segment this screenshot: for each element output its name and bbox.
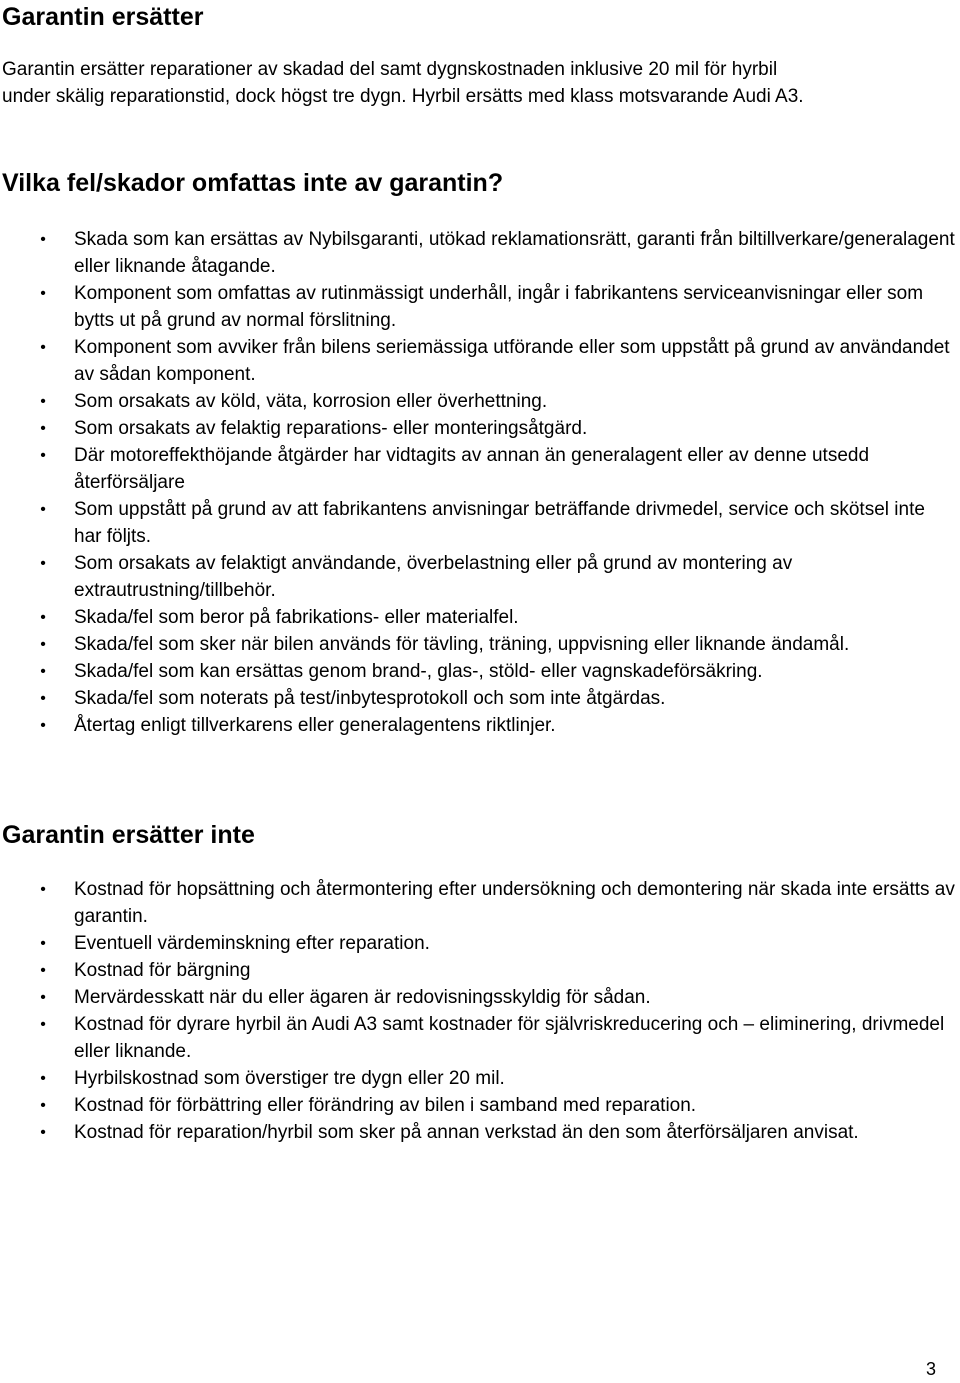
bullet-icon: •: [40, 717, 46, 734]
list-item-text: Kostnad för reparation/hyrbil som sker på annan verkstad än den som återförsäljaren anvisat.: [74, 1122, 859, 1143]
not-covered-list-item: [0, 1065, 955, 1092]
list-item-text: Kostnad för dyrare hyrbil än Audi A3 samt kostnader för självriskreducering och – eliminering, drivmedel eller liknande.: [74, 1014, 945, 1062]
list-item-text: Som orsakats av köld, väta, korrosion eller överhettning.: [74, 391, 548, 412]
page-number: 3: [925, 1359, 936, 1379]
intro-paragraph-line-2: under skälig reparationstid, dock högst tre dygn. Hyrbil ersätts med klass motsvarande Audi A3.: [2, 86, 804, 107]
exclusion-list-item: [0, 604, 955, 631]
bullet-icon: •: [40, 501, 46, 518]
bullet-icon: •: [40, 1070, 46, 1087]
bullet-icon: •: [40, 989, 46, 1006]
exclusion-list-item: [0, 496, 955, 550]
bullet-icon: •: [40, 1097, 46, 1114]
exclusion-list-item: [0, 280, 955, 334]
list-item-text: Mervärdesskatt när du eller ägaren är redovisningsskyldig för sådan.: [74, 987, 651, 1008]
bullet-icon: •: [40, 636, 46, 653]
bullet-icon: •: [40, 663, 46, 680]
list-item-text: Skada/fel som kan ersättas genom brand-, glas-, stöld- eller vagnskadeförsäkring.: [74, 661, 763, 682]
bullet-icon: •: [40, 555, 46, 572]
bullet-icon: •: [40, 609, 46, 626]
bullet-icon: •: [40, 935, 46, 952]
bullet-icon: •: [40, 285, 46, 302]
list-item-text: Skada som kan ersättas av Nybilsgaranti, utökad reklamationsrätt, garanti från biltillverkare/generalagent eller liknande åtagande.: [74, 229, 955, 277]
not-covered-list-item: [0, 984, 955, 1011]
list-item-text: Skada/fel som sker när bilen används för tävling, träning, uppvisning eller liknande ändamål.: [74, 634, 850, 655]
bullet-icon: •: [40, 690, 46, 707]
list-item-text: Som orsakats av felaktig reparations- eller monteringsåtgärd.: [74, 418, 588, 439]
not-covered-list-item: [0, 1011, 955, 1065]
list-item-text: Skada/fel som noterats på test/inbytesprotokoll och som inte åtgärdas.: [74, 688, 666, 709]
section-heading-garantin-ersatter: Garantin ersätter: [2, 3, 204, 31]
exclusion-list-item: [0, 388, 955, 415]
bullet-icon: •: [40, 339, 46, 356]
exclusion-list-item: [0, 550, 955, 604]
list-item-text: Som uppstått på grund av att fabrikantens anvisningar beträffande drivmedel, service och skötsel inte har följts.: [74, 499, 925, 547]
list-item-text: Som orsakats av felaktigt användande, överbelastning eller på grund av montering av extrautrustning/tillbehör.: [74, 553, 793, 601]
list-item-text: Där motoreffekthöjande åtgärder har vidtagits av annan än generalagent eller av denne utsedd återförsäljare: [74, 445, 870, 493]
list-item-text: Hyrbilskostnad som överstiger tre dygn eller 20 mil.: [74, 1068, 505, 1089]
list-item-text: Återtag enligt tillverkarens eller generalagentens riktlinjer.: [74, 715, 556, 736]
exclusion-list-item: [0, 712, 955, 739]
bullet-icon: •: [40, 231, 46, 248]
exclusion-list-item: [0, 631, 955, 658]
bullet-icon: •: [40, 420, 46, 437]
exclusion-list-item: [0, 685, 955, 712]
not-covered-list-item: [0, 1092, 955, 1119]
list-item-text: Kostnad för hopsättning och återmontering efter undersökning och demontering när skada inte ersätts av garantin.: [74, 879, 955, 927]
section-heading-garantin-ersatter-inte: Garantin ersätter inte: [2, 821, 255, 849]
exclusions-list: [0, 226, 955, 739]
bullet-icon: •: [40, 447, 46, 464]
bullet-icon: •: [40, 393, 46, 410]
bullet-icon: •: [40, 1124, 46, 1141]
not-covered-list-item: [0, 876, 955, 930]
list-item-text: Kostnad för bärgning: [74, 960, 251, 981]
intro-paragraph-line-1: Garantin ersätter reparationer av skadad del samt dygnskostnaden inklusive 20 mil för hyrbil: [2, 59, 778, 80]
list-item-text: Skada/fel som beror på fabrikations- eller materialfel.: [74, 607, 519, 628]
exclusion-list-item: [0, 442, 955, 496]
exclusion-list-item: [0, 334, 955, 388]
exclusion-list-item: [0, 415, 955, 442]
bullet-icon: •: [40, 881, 46, 898]
exclusion-list-item: [0, 658, 955, 685]
exclusion-list-item: [0, 226, 955, 280]
list-item-text: Eventuell värdeminskning efter reparation.: [74, 933, 430, 954]
section-heading-vilka-fel: Vilka fel/skador omfattas inte av garantin?: [2, 169, 504, 197]
bullet-icon: •: [40, 1016, 46, 1033]
not-covered-list: [0, 876, 955, 1146]
list-item-text: Kostnad för förbättring eller förändring av bilen i samband med reparation.: [74, 1095, 697, 1116]
not-covered-list-item: [0, 930, 955, 957]
not-covered-list-item: [0, 957, 955, 984]
bullet-icon: •: [40, 962, 46, 979]
intro-paragraph: [2, 56, 952, 110]
not-covered-list-item: [0, 1119, 955, 1146]
list-item-text: Komponent som omfattas av rutinmässigt underhåll, ingår i fabrikantens serviceanvisningar eller som bytts ut på grund av normal förslitning.: [74, 283, 924, 331]
list-item-text: Komponent som avviker från bilens seriemässiga utförande eller som uppstått på grund av användandet av sådan komponent.: [74, 337, 950, 385]
